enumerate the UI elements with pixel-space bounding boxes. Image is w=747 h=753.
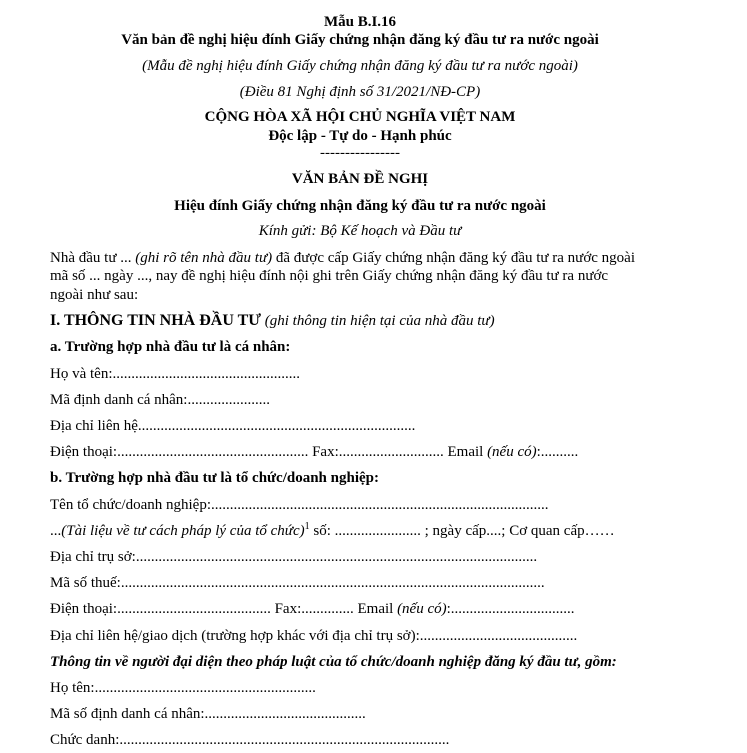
- intro-1c: đã được cấp Giấy chứng nhận đăng ký đầu tư ra nước ngoài: [272, 250, 635, 266]
- org-email-note: (nếu có): [397, 601, 447, 617]
- section-1-title: I. THÔNG TIN NHÀ ĐẦU TƯ: [50, 312, 261, 329]
- footnote-marker: 1: [304, 521, 310, 532]
- rep-id-field: Mã số định danh cá nhân:...........................................: [50, 706, 366, 722]
- document-title: VĂN BẢN ĐỀ NGHỊ: [291, 171, 429, 187]
- individual-email-tail: :..........: [536, 444, 579, 460]
- national-title: CỘNG HÒA XÃ HỘI CHỦ NGHĨA VIỆT NAM: [204, 109, 516, 125]
- individual-phone-line: [50, 443, 578, 461]
- legal-doc-note: (Tài liệu về tư cách pháp lý của tổ chức): [61, 523, 305, 539]
- contact-address-field: Địa chỉ liên hệ..........................................................................: [50, 418, 416, 434]
- organization-heading: b. Trường hợp nhà đầu tư là tổ chức/doanh nghiệp:: [50, 470, 379, 486]
- rep-title-field: Chức danh:........................................................................................: [50, 732, 450, 748]
- intro-line-3: ngoài như sau:: [50, 287, 139, 303]
- rep-name-field: Họ tên:...........................................................: [50, 680, 316, 696]
- addressee-text: Kính gửi: Bộ Kế hoạch và Đầu tư: [258, 223, 462, 239]
- individual-phone-fax-email: Điện thoại:................................................... Fax:............................ Email: [50, 444, 488, 460]
- personal-id-field: Mã định danh cá nhân:......................: [50, 392, 270, 408]
- full-name-field: Họ và tên:..................................................: [50, 366, 300, 382]
- individual-email-note: (nếu có): [487, 444, 537, 460]
- legal-doc-fields: số: ....................... ; ngày cấp....; Cơ quan cấp……: [309, 523, 615, 539]
- addressee: [0, 222, 720, 240]
- document-subject: Hiệu đính Giấy chứng nhận đăng ký đầu tư ra nước ngoài: [174, 198, 546, 214]
- org-phone-line: [50, 600, 575, 618]
- intro-1a: Nhà đầu tư ...: [50, 250, 136, 266]
- tax-code-field: Mã số thuế:.................................................................................................................: [50, 575, 545, 591]
- section-1-note: (ghi thông tin hiện tại của nhà đầu tư): [261, 313, 495, 329]
- intro-1b: (ghi rõ tên nhà đầu tư): [135, 250, 273, 266]
- legal-document-line: [50, 522, 615, 540]
- individual-heading: a. Trường hợp nhà đầu tư là cá nhân:: [50, 339, 291, 355]
- representative-heading: Thông tin về người đại diện theo pháp luật của tổ chức/doanh nghiệp đăng ký đầu tư, gồm:: [50, 654, 617, 670]
- intro-line-2: mã số ... ngày ..., nay đề nghị hiệu đính nội ghi trên Giấy chứng nhận đăng ký đầu tư ra nước: [50, 268, 609, 284]
- legal-basis: (Điều 81 Nghị định số 31/2021/NĐ-CP): [239, 84, 481, 100]
- head-office-field: Địa chỉ trụ sở:...........................................................................................................: [50, 549, 538, 565]
- section-1-heading: [50, 312, 495, 330]
- org-name-field: Tên tổ chức/doanh nghiệp:..........................................................................................: [50, 497, 549, 513]
- org-email-tail: :.................................: [446, 601, 575, 617]
- header-separator: ----------------: [320, 145, 400, 161]
- transaction-address-field: Địa chỉ liên hệ/giao dịch (trường hợp khác với địa chỉ trụ sở):..........................................: [50, 628, 578, 644]
- form-subtitle: (Mẫu đề nghị hiệu đính Giấy chứng nhận đăng ký đầu tư ra nước ngoài): [142, 58, 578, 74]
- org-phone-fax-email: Điện thoại:......................................... Fax:.............. Email: [50, 601, 398, 617]
- intro-line-1: [50, 249, 635, 267]
- legal-doc-prefix: ...: [50, 523, 62, 539]
- form-title: Văn bản đề nghị hiệu đính Giấy chứng nhận đăng ký đầu tư ra nước ngoài: [121, 32, 599, 48]
- form-code: Mẫu B.I.16: [323, 14, 397, 30]
- national-motto: Độc lập - Tự do - Hạnh phúc: [268, 128, 452, 144]
